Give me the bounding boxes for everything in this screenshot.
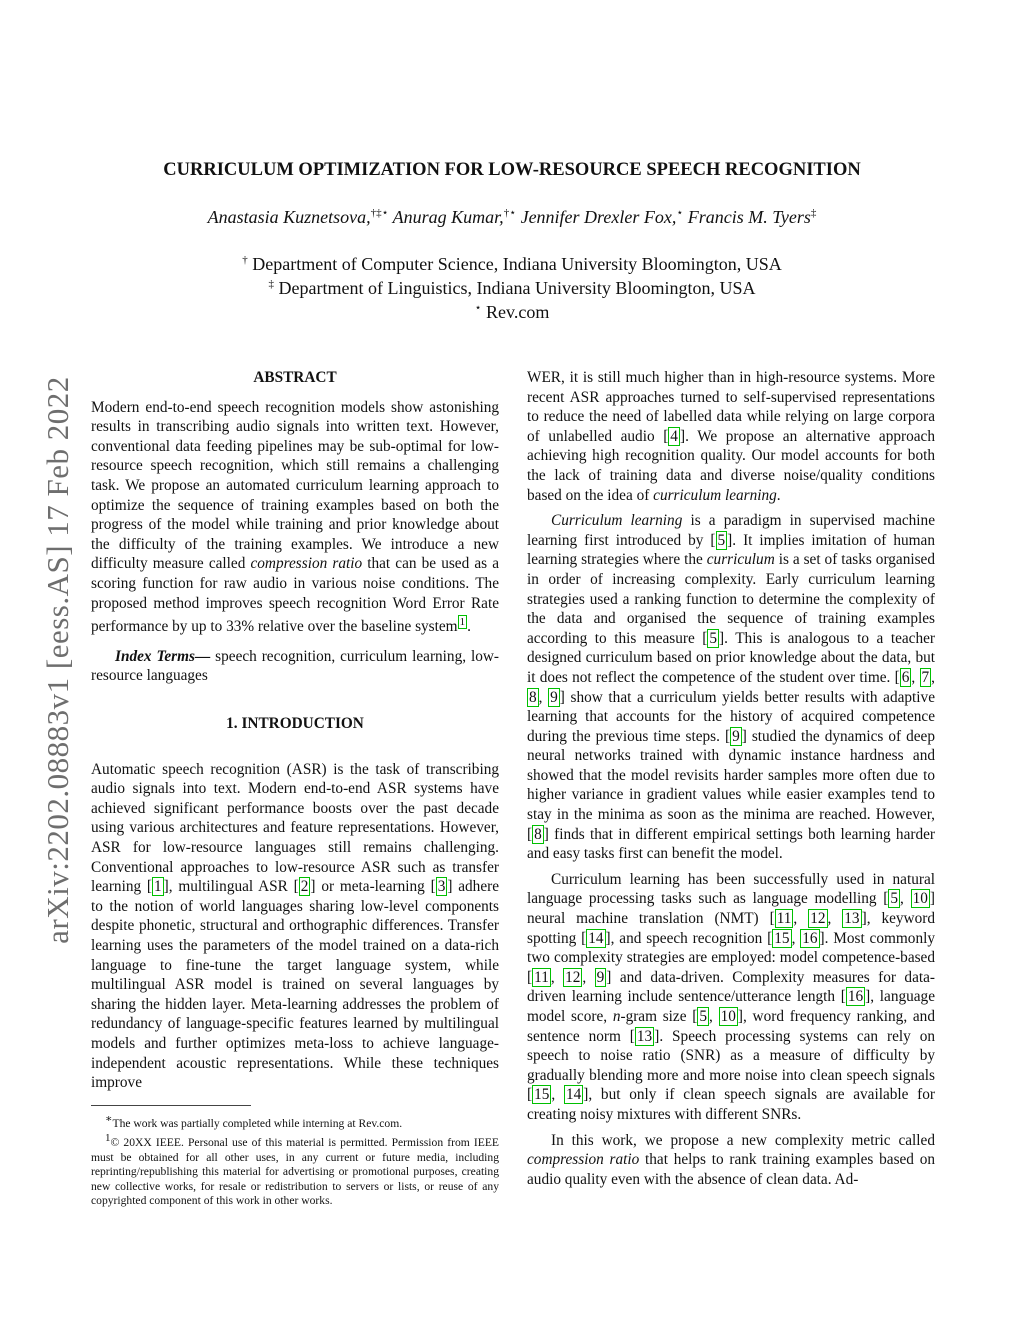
- author-list: Anastasia Kuznetsova,†‡⋆ Anurag Kumar,†⋆ Jennifer Drexler Fox,⋆ Francis M. Tyers‡: [207, 207, 817, 227]
- citation-link[interactable]: 16: [847, 988, 864, 1006]
- citation-link[interactable]: 9: [596, 968, 605, 986]
- paragraph: Curriculum learning has been successfully used in natural language processing tasks such as language modelling [ 5 , 10 ] neural machine translation (NMT) [ 11 , 12 , 13 ], keyword spotting [ 14 ], and speech recognition [ 15 , 16 ]. Most commonly two complexity strategies are employed: model competence-based [ 11 , 12 , 9 ] and data-driven. Complexity measures for data-driven learning include sentence/utterance length [ 16 ], language model score, n-gram size [ 5 , 10 ], word frequency ranking, and sentence norm [ 13 ]. Speech processing systems can rely on speech to noise ratio (SNR) as a measure of difficulty by gradually blending more and more noise into clean speech signals [ 15 , 14 ], but only if clean speech signals are available for creating noisy mixtures with different SNRs.: [527, 870, 935, 1123]
- citation-link[interactable]: 14: [588, 929, 604, 947]
- arxiv-stamp: arXiv:2202.08883v1 [eess.AS] 17 Feb 2022: [40, 376, 75, 944]
- left-column: [91, 368, 499, 1209]
- affiliation: ⋆ Rev.com: [474, 302, 550, 322]
- emphasis: curriculum: [706, 551, 775, 569]
- footnote: $^1$© 20XX IEEE. Personal use of this material is permitted. Permission from IEEE must be obtained for all other uses, in any current or future media, including reprinting/republishing this material for advertising or promotional purposes, creating new collective works, for resale or redistribution to servers or lists, or reuse of any copyrighted component of this work in other works.: [91, 1132, 499, 1208]
- citation-link[interactable]: 15: [774, 929, 790, 947]
- citation-link[interactable]: 1: [154, 878, 162, 896]
- emphasis: n: [612, 1008, 621, 1025]
- citation-link[interactable]: 10: [720, 1008, 736, 1025]
- abstract-heading: ABSTRACT: [253, 369, 337, 386]
- paragraph: Curriculum learning is a paradigm in supervised machine learning first introduced by [ 5 ]. It implies imitation of human learning strategies where the curriculum is a set of tasks organised in order of increasing complexity. Early curriculum learning strategies used a ranking function to determine the complexity of the data and organised the sequence of training examples according to this measure [ 5 ]. This is analogous to a teacher designed curriculum based on prior knowledge about the data, but it does not reflect the competence of the student over time. [ 6 , 7 , 8 , 9 ] show that a curriculum yields better results with adaptive learning that accounts for the history of acquired competence during the previous time steps. [ 9 ] studied the dynamics of deep neural networks trained with dynamic instance hardness and showed that the model revisits harder samples more often due to higher variance in gradient values while easier examples tend to stay in the minima as soon as the minima are reached. However, [ 8 ] finds that in different empirical settings both learning harder and easy tasks first can benefit the model.: [527, 512, 935, 863]
- citation-link[interactable]: 7: [921, 668, 930, 686]
- citation-link[interactable]: 3: [437, 878, 446, 896]
- citation-link[interactable]: 5: [890, 890, 899, 908]
- emphasis: curriculum learning: [653, 486, 777, 504]
- citation-link[interactable]: 8: [534, 825, 542, 843]
- paragraph: In this work, we propose a new complexity metric called compression ratio that helps to rank training examples based on audio quality even with the absence of clean data. Ad-: [527, 1131, 935, 1188]
- citation-link[interactable]: 13: [636, 1027, 653, 1045]
- affiliation: ‡ Department of Linguistics, Indiana University Bloomington, USA: [268, 278, 756, 298]
- citation-link[interactable]: 2: [300, 878, 309, 896]
- citation-link[interactable]: 5: [717, 531, 726, 549]
- footnotes: [91, 1112, 499, 1209]
- footnote-ref[interactable]: 1: [459, 616, 466, 629]
- citation-link[interactable]: 4: [670, 427, 678, 445]
- citation-link[interactable]: 5: [709, 629, 718, 647]
- author: Francis M. Tyers: [687, 207, 811, 227]
- paper-title: CURRICULUM OPTIMIZATION FOR LOW-RESOURCE SPEECH RECOGNITION: [163, 160, 861, 180]
- footnote: ∗The work was partially completed while interning at Rev.com.: [105, 1112, 403, 1130]
- paragraph: WER, it is still much higher than in high-resource systems. More recent ASR approaches turned to self-supervised representations to reduce the need of labelled data while relying on large corpora of unlabelled audio [ 4 ]. We propose an alternative approach achieving high recognition quality. Our model accounts for both the lack of training data and diverse noise/quality conditions based on the idea of curriculum learning.: [527, 369, 935, 504]
- right-column: [527, 368, 935, 1195]
- citation-link[interactable]: 12: [810, 910, 826, 928]
- section-heading: 1. INTRODUCTION: [226, 715, 364, 732]
- citation-link[interactable]: 5: [699, 1008, 708, 1025]
- author: Jennifer Drexler Fox,: [520, 207, 677, 227]
- citation-link[interactable]: 11: [776, 910, 792, 928]
- citation-link[interactable]: 6: [901, 668, 910, 686]
- citation-link[interactable]: 11: [534, 968, 549, 986]
- citation-link[interactable]: 9: [550, 688, 558, 706]
- abstract-body: Modern end-to-end speech recognition models show astonishing results in transcribing audio signals into written text. However, conventional data feeding pipelines may be sub-optimal for low-resource speech recognition, which still remains a challenging task. We propose an automated curriculum learning approach to optimize the sequence of training examples based on both the progress of the model while training and prior knowledge about the difficulty of the training examples. We introduce a new difficulty measure called compression ratio that can be used as a scoring function for raw audio in various noise conditions. The proposed method improves speech recognition Word Error Rate performance by up to 33% relative over the baseline system $^1$ .: [91, 398, 499, 636]
- index-terms: Index Terms— speech recognition, curriculum learning, low-resource languages: [91, 647, 499, 685]
- author: Anastasia Kuznetsova,: [207, 207, 371, 227]
- citation-link[interactable]: 10: [912, 890, 928, 908]
- citation-link[interactable]: 15: [534, 1086, 550, 1104]
- citation-link[interactable]: 14: [565, 1086, 582, 1104]
- paragraph: Automatic speech recognition (ASR) is the task of transcribing audio signals into text. Modern end-to-end ASR systems have achieved significant performance boosts over the past decade using various architectures and feature representations. However, ASR for low-resource languages still remains challenging. Conventional approaches to low-resource ASR such as transfer learning [ 1 ], multilingual ASR [ 2 ] or meta-learning [ 3 ] adhere to the notion of world languages sharing low-level components despite phonetic, structural and orthographic differences. Transfer learning uses the parameters of the model trained on a data-rich language to fine-tune the target language system, while multilingual ASR model is trained on several languages by sharing the hidden layer. Meta-learning addresses the problem of redundancy of language-specific features learned by multilingual models and further optimizes meta-loss to achieve language-independent acoustic representations. While these techniques improve: [91, 760, 499, 1092]
- affiliation: † Department of Computer Science, Indiana University Bloomington, USA: [242, 254, 782, 274]
- citation-link[interactable]: 13: [844, 910, 860, 928]
- author: Anurag Kumar,: [392, 207, 504, 227]
- citation-link[interactable]: 8: [529, 688, 537, 706]
- emphasis: Curriculum learning: [551, 512, 683, 530]
- citation-link[interactable]: 12: [565, 968, 581, 986]
- footnote-rule: [91, 1105, 251, 1106]
- emphasis: compression ratio: [527, 1151, 640, 1169]
- citation-link[interactable]: 16: [802, 929, 818, 947]
- citation-link[interactable]: 9: [732, 727, 740, 745]
